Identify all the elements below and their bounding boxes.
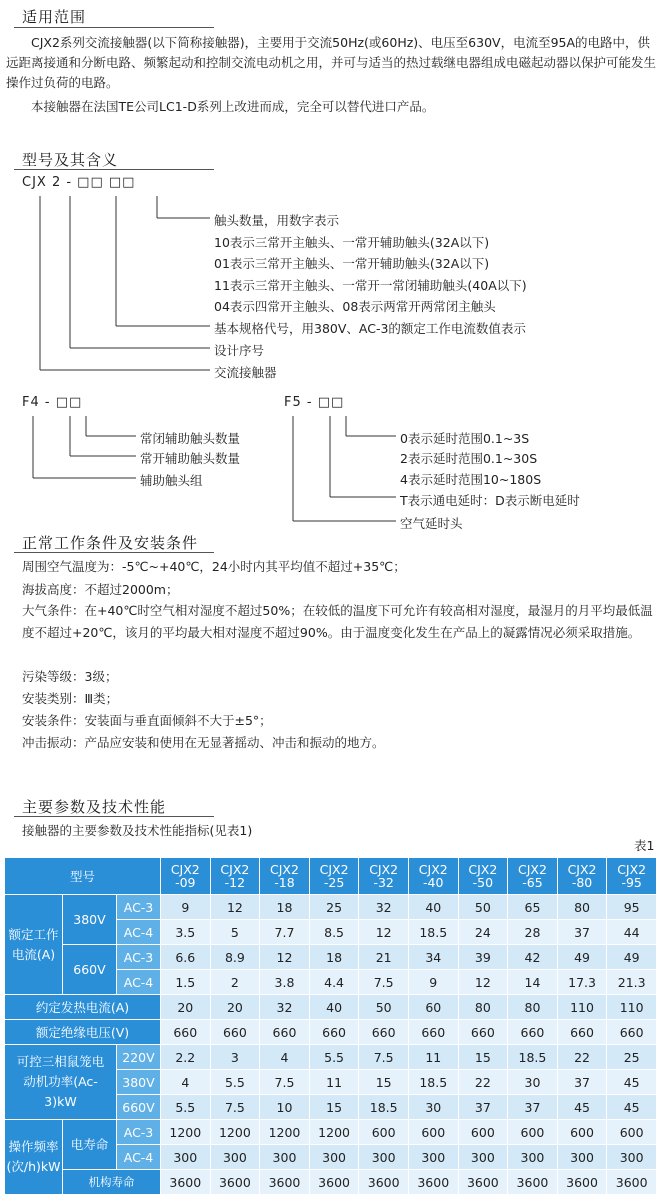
- ac4-label: AC-4: [117, 1145, 161, 1170]
- cell: 3600: [557, 1170, 607, 1195]
- cell: 300: [260, 1145, 310, 1170]
- thermal-label: 约定发热电流(A): [5, 995, 161, 1020]
- cell: 600: [607, 1120, 657, 1145]
- cell: 110: [557, 995, 607, 1020]
- cell: 32: [359, 895, 409, 920]
- model-label-7: 设计序号: [214, 343, 265, 358]
- cell: 17.3: [557, 970, 607, 995]
- cell: 600: [359, 1120, 409, 1145]
- table-row: [5, 1020, 657, 1045]
- table-row: [5, 1045, 657, 1070]
- cell: 37: [557, 920, 607, 945]
- cell: 300: [359, 1145, 409, 1170]
- model-header: CJX2 -32: [359, 858, 409, 895]
- cell: 30: [408, 1095, 458, 1120]
- cell: 300: [210, 1145, 260, 1170]
- voltage-380: 380V: [63, 895, 117, 945]
- cell: 300: [161, 1145, 211, 1170]
- cell: 24: [458, 920, 508, 945]
- cell: 8.5: [309, 920, 359, 945]
- section-title-conditions: 正常工作条件及安装条件: [22, 534, 199, 552]
- cell: 3600: [508, 1170, 558, 1195]
- ac3-label: AC-3: [117, 1120, 161, 1145]
- cell: 40: [408, 895, 458, 920]
- cell: 21: [359, 945, 409, 970]
- scope-paragraph-2: 本接触器在法国TE公司LC1-D系列上改进而成，完全可以替代进口产品。: [31, 99, 435, 114]
- power-voltage: 660V: [117, 1095, 161, 1120]
- cell: 3600: [161, 1170, 211, 1195]
- ac4-label: AC-4: [117, 970, 161, 995]
- table-row: [5, 1120, 657, 1145]
- condition-line-3: 大气条件：在+40℃时空气相对湿度不超过50%；在较低的温度下可允许有较高相对湿度，最湿月的月平均最低温度不超过+20℃，该月的平均最大相对湿度不超过90%。由于温度变化发生在产品上的凝露情况必须采取措施。: [22, 603, 653, 640]
- cell: 49: [607, 945, 657, 970]
- cell: 600: [508, 1120, 558, 1145]
- cell: 25: [309, 895, 359, 920]
- cell: 4: [161, 1070, 211, 1095]
- table-header-row: [5, 858, 657, 895]
- ac4-label: AC-4: [117, 920, 161, 945]
- cell: 45: [557, 1095, 607, 1120]
- section-title-params: 主要参数及技术性能: [22, 798, 167, 816]
- cell: 45: [607, 1070, 657, 1095]
- model-header: CJX2 -40: [408, 858, 458, 895]
- cell: 11: [309, 1070, 359, 1095]
- cell: 660: [458, 1020, 508, 1045]
- f5-label-1: 0表示延时范围0.1~3S: [400, 431, 530, 446]
- f5-label-3: 4表示延时范围10~180S: [400, 472, 542, 487]
- cell: 300: [508, 1145, 558, 1170]
- cell: 50: [458, 895, 508, 920]
- cell: 37: [508, 1095, 558, 1120]
- voltage-660: 660V: [63, 945, 117, 995]
- cell: 12: [260, 945, 310, 970]
- cell: 3600: [309, 1170, 359, 1195]
- cell: 5: [210, 920, 260, 945]
- cell: 660: [359, 1020, 409, 1045]
- cell: 20: [210, 995, 260, 1020]
- cell: 3.8: [260, 970, 310, 995]
- cell: 4: [260, 1045, 310, 1070]
- cell: 21.3: [607, 970, 657, 995]
- cell: 7.7: [260, 920, 310, 945]
- cell: 600: [557, 1120, 607, 1145]
- cell: 300: [408, 1145, 458, 1170]
- cell: 18: [309, 945, 359, 970]
- cell: 3.5: [161, 920, 211, 945]
- cell: 12: [458, 970, 508, 995]
- cell: 18.5: [508, 1045, 558, 1070]
- cell: 80: [508, 995, 558, 1020]
- cell: 11: [408, 1045, 458, 1070]
- scope-paragraph-1: CJX2系列交流接触器(以下简称接触器)，主要用于交流50Hz(或60Hz)、电压至630V，电流至95A的电路中，供远距离接通和分断电路、频繁起动和控制交流电动机之用，并可与适当的热过载继电器组成电磁起动器以保护可能发生操作过负荷的电路。: [6, 35, 657, 90]
- model-header: CJX2 -65: [508, 858, 558, 895]
- cell: 3600: [359, 1170, 409, 1195]
- cell: 600: [458, 1120, 508, 1145]
- condition-line-7: 冲击振动：产品应安装和使用在无显著摇动、冲击和振动的地方。: [22, 735, 385, 750]
- table-caption: 表1: [634, 838, 655, 853]
- model-header: CJX2 -09: [161, 858, 211, 895]
- group-frequency: 操作频率(次/h)kW: [5, 1120, 63, 1195]
- cell: 3600: [210, 1170, 260, 1195]
- ac3-label: AC-3: [117, 945, 161, 970]
- cell: 2.2: [161, 1045, 211, 1070]
- cell: 1200: [309, 1120, 359, 1145]
- cell: 32: [260, 995, 310, 1020]
- cell: 40: [309, 995, 359, 1020]
- condition-line-2: 海拔高度：不超过2000m；: [22, 582, 179, 597]
- f4-label-3: 辅助触头组: [140, 473, 203, 488]
- cell: 37: [557, 1070, 607, 1095]
- cell: 3600: [260, 1170, 310, 1195]
- cell: 15: [458, 1045, 508, 1070]
- cell: 660: [309, 1020, 359, 1045]
- cell: 1.5: [161, 970, 211, 995]
- f4-code: F4 - □□: [22, 395, 83, 410]
- model-label-1: 触头数量，用数字表示: [214, 213, 340, 228]
- cell: 50: [359, 995, 409, 1020]
- cell: 8.9: [210, 945, 260, 970]
- condition-line-4: 污染等级：3级；: [22, 669, 118, 684]
- cell: 45: [607, 1095, 657, 1120]
- cell: 660: [161, 1020, 211, 1045]
- params-intro: 接触器的主要参数及技术性能指标(见表1): [22, 823, 253, 838]
- section-rule: [14, 552, 214, 553]
- cell: 18: [260, 895, 310, 920]
- cell: 12: [359, 920, 409, 945]
- cell: 5.5: [161, 1095, 211, 1120]
- cell: 18.5: [408, 1070, 458, 1095]
- cell: 3600: [458, 1170, 508, 1195]
- cell: 1200: [210, 1120, 260, 1145]
- section-title-model: 型号及其含义: [22, 151, 119, 169]
- table-row: [5, 945, 657, 970]
- cell: 80: [458, 995, 508, 1020]
- model-header: CJX2 -80: [557, 858, 607, 895]
- cell: 15: [359, 1070, 409, 1095]
- section-rule: [14, 816, 214, 817]
- cell: 300: [458, 1145, 508, 1170]
- table-row: [5, 995, 657, 1020]
- cell: 42: [508, 945, 558, 970]
- cell: 5.5: [210, 1070, 260, 1095]
- cell: 3600: [607, 1170, 657, 1195]
- electrical-life-label: 电寿命: [63, 1120, 117, 1170]
- condition-line-6: 安装条件：安装面与垂直面倾斜不大于±5°；: [22, 713, 272, 728]
- cell: 49: [557, 945, 607, 970]
- cell: 12: [210, 895, 260, 920]
- model-header: CJX2 -18: [260, 858, 310, 895]
- group-current: 额定工作电流(A): [5, 895, 63, 995]
- cell: 18.5: [408, 920, 458, 945]
- cell: 25: [607, 1045, 657, 1070]
- model-label-2: 10表示三常开主触头、一常开辅助触头(32A以下): [214, 235, 490, 250]
- cell: 660: [607, 1020, 657, 1045]
- cell: 30: [508, 1070, 558, 1095]
- model-header: CJX2 -95: [607, 858, 657, 895]
- condition-line-5: 安装类别：Ⅲ类；: [22, 691, 119, 706]
- power-voltage: 220V: [117, 1045, 161, 1070]
- cell: 18.5: [359, 1095, 409, 1120]
- group-power: 可控三相鼠笼电动机功率(Ac-3)kW: [5, 1045, 117, 1120]
- model-code-main: CJX 2 - □□ □□: [22, 175, 136, 190]
- table-row: [5, 1170, 657, 1195]
- cell: 10: [260, 1095, 310, 1120]
- cell: 300: [309, 1145, 359, 1170]
- cell: 80: [557, 895, 607, 920]
- model-label-5: 04表示四常开主触头、08表示两常开两常闭主触头: [214, 299, 496, 314]
- cell: 5.5: [309, 1045, 359, 1070]
- condition-line-1: 周围空气温度为：-5℃~+40℃，24小时内其平均值不超过+35℃；: [22, 559, 406, 574]
- model-header: CJX2 -25: [309, 858, 359, 895]
- section-title-scope: 适用范围: [22, 8, 87, 26]
- cell: 9: [408, 970, 458, 995]
- model-header: CJX2 -50: [458, 858, 508, 895]
- cell: 22: [458, 1070, 508, 1095]
- model-label-8: 交流接触器: [214, 365, 277, 380]
- model-header: CJX2 -12: [210, 858, 260, 895]
- f5-label-4: T表示通电延时：D表示断电延时: [400, 493, 580, 508]
- model-label-3: 01表示三常开主触头、一常开辅助触头(32A以下): [214, 256, 490, 271]
- f5-label-5: 空气延时头: [400, 516, 463, 531]
- cell: 6.6: [161, 945, 211, 970]
- model-label-4: 11表示三常开主触头、一常开一常闭辅助触头(40A以下): [214, 278, 527, 293]
- cell: 15: [309, 1095, 359, 1120]
- cell: 65: [508, 895, 558, 920]
- header-model: 型号: [5, 858, 161, 895]
- cell: 20: [161, 995, 211, 1020]
- cell: 14: [508, 970, 558, 995]
- mechanical-life-label: 机构寿命: [63, 1170, 161, 1195]
- f5-code: F5 - □□: [284, 395, 345, 410]
- spec-table: [4, 857, 657, 1195]
- f4-label-1: 常闭辅助触头数量: [140, 431, 241, 446]
- cell: 39: [458, 945, 508, 970]
- cell: 600: [408, 1120, 458, 1145]
- cell: 95: [607, 895, 657, 920]
- cell: 660: [210, 1020, 260, 1045]
- cell: 7.5: [260, 1070, 310, 1095]
- cell: 3: [210, 1045, 260, 1070]
- table-row: [5, 895, 657, 920]
- cell: 300: [557, 1145, 607, 1170]
- cell: 60: [408, 995, 458, 1020]
- power-voltage: 380V: [117, 1070, 161, 1095]
- f5-label-2: 2表示延时范围0.1~30S: [400, 451, 538, 466]
- cell: 660: [557, 1020, 607, 1045]
- f4-label-2: 常开辅助触头数量: [140, 451, 241, 466]
- cell: 300: [607, 1145, 657, 1170]
- cell: 660: [408, 1020, 458, 1045]
- cell: 7.5: [359, 1045, 409, 1070]
- cell: 4.4: [309, 970, 359, 995]
- cell: 22: [557, 1045, 607, 1070]
- cell: 2: [210, 970, 260, 995]
- cell: 44: [607, 920, 657, 945]
- cell: 660: [260, 1020, 310, 1045]
- cell: 110: [607, 995, 657, 1020]
- cell: 7.5: [210, 1095, 260, 1120]
- cell: 28: [508, 920, 558, 945]
- cell: 1200: [161, 1120, 211, 1145]
- cell: 37: [458, 1095, 508, 1120]
- cell: 1200: [260, 1120, 310, 1145]
- model-label-6: 基本规格代号，用380V、AC-3的额定工作电流数值表示: [214, 321, 526, 336]
- cell: 660: [508, 1020, 558, 1045]
- cell: 34: [408, 945, 458, 970]
- cell: 9: [161, 895, 211, 920]
- insulation-label: 额定绝缘电压(V): [5, 1020, 161, 1045]
- cell: 3600: [408, 1170, 458, 1195]
- ac3-label: AC-3: [117, 895, 161, 920]
- cell: 7.5: [359, 970, 409, 995]
